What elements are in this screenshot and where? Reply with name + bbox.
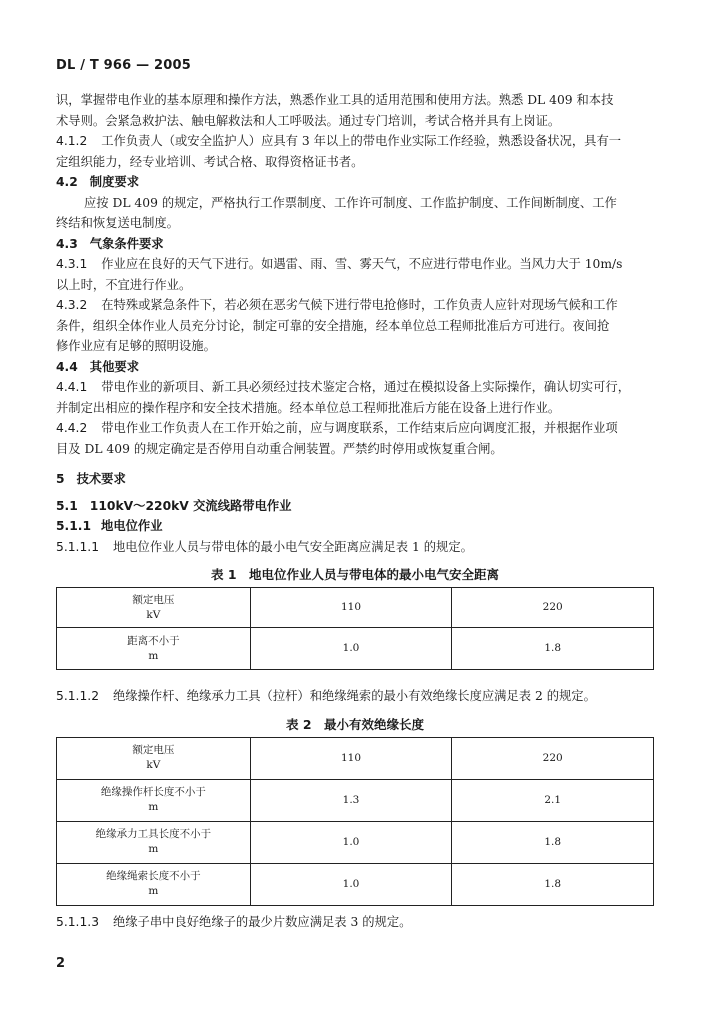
table-cell: 1.3 [250, 779, 452, 821]
table-row-label [57, 863, 251, 905]
table-header-label [57, 588, 251, 628]
page-number: 2 [56, 956, 66, 971]
clause-text: 绝缘子串中良好绝缘子的最少片数应满足表 3 的规定。 [112, 914, 412, 929]
table-cell: 1.8 [452, 821, 654, 863]
section-heading-5-1 [56, 496, 654, 517]
clause-5-1-1-1 [56, 537, 654, 558]
clause-number: 4.3.2 [56, 298, 88, 312]
clause-text: 作业应在良好的天气下进行。如遇雷、雨、雪、雾天气，不应进行带电作业。当风力大于 10m/s [101, 257, 623, 271]
table-cell: 110 [250, 588, 452, 628]
clause-5-1-1-3 [56, 912, 654, 933]
paragraph-line: 终结和恢复送电制度。 [56, 216, 179, 230]
table-row [57, 588, 654, 628]
clause-number: 4.3.1 [56, 257, 88, 271]
spacer [56, 670, 654, 680]
table-row [57, 821, 654, 863]
label-unit: kV [146, 608, 161, 621]
paragraph-line: 目及 DL 409 的规定确定是否停用自动重合闸装置。严禁约时停用或恢复重合闸。 [56, 441, 503, 456]
clause-4-3-2 [56, 295, 654, 316]
paragraph-line: 条件，组织全体作业人员充分讨论，制定可靠的安全措施，经本单位总工程师批准后方可进行。夜间抢 [56, 318, 610, 333]
paragraph-line: 识，掌握带电作业的基本原理和操作方法，熟悉作业工具的适用范围和使用方法。熟悉 DL 409 和本技 [56, 93, 614, 107]
label-unit: m [148, 843, 159, 855]
table-row-label [57, 628, 251, 670]
clause-text: 带电作业的新项目、新工具必须经过技术鉴定合格，通过在模拟设备上实际操作，确认切实可行， [101, 380, 630, 394]
section-heading-4-3 [56, 234, 654, 255]
table-row [57, 628, 654, 670]
paragraph-line: 并制定出相应的操作程序和安全技术措施。经本单位总工程师批准后方能在设备上进行作业。 [56, 400, 561, 415]
table-cell: 1.0 [250, 821, 452, 863]
table-cell: 1.8 [452, 628, 654, 670]
spacer [56, 459, 654, 469]
section-number: 5.1 [56, 498, 78, 513]
paragraph-line: 修作业应有足够的照明设施。 [56, 339, 216, 353]
clause-4-3-1 [56, 254, 654, 275]
section-heading-5-1-1 [56, 516, 654, 537]
table-cell: 2.1 [452, 779, 654, 821]
table-cell: 1.0 [250, 863, 452, 905]
table-cell: 220 [452, 737, 654, 779]
clause-number: 5.1.1.2 [56, 689, 100, 703]
section-title: 其他要求 [89, 359, 139, 374]
clause-4-4-1 [56, 377, 654, 398]
table-cell: 1.0 [250, 628, 452, 670]
label-unit: m [148, 801, 159, 813]
section-number: 5.1.1 [56, 519, 92, 533]
paragraph-line: 定组织能力，经专业培训、考试合格、取得资格证书者。 [56, 154, 364, 169]
label-unit: m [148, 885, 159, 897]
section-heading-5 [56, 469, 654, 490]
table-cell: 220 [452, 588, 654, 628]
table-cell: 1.8 [452, 863, 654, 905]
clause-4-4-2 [56, 418, 654, 439]
clause-number: 5.1.1.1 [56, 539, 100, 554]
clause-number: 4.1.2 [56, 134, 88, 148]
label-text: 额定电压 [132, 744, 175, 756]
section-heading-4-4 [56, 357, 654, 378]
paragraph-line: 以上时，不宜进行作业。 [56, 277, 192, 292]
clause-text: 工作负责人（或安全监护人）应具有 3 年以上的带电作业实际工作经验，熟悉设备状况，具有一 [101, 134, 622, 148]
table-2 [56, 737, 654, 906]
clause-5-1-1-2 [56, 686, 654, 707]
label-text: 绝缘承力工具长度不小于 [95, 828, 212, 840]
section-title: 地电位作业 [101, 519, 163, 533]
label-unit: m [148, 649, 159, 662]
table-1 [56, 587, 654, 670]
section-number: 5 [56, 472, 65, 486]
table-row [57, 779, 654, 821]
clause-text: 带电作业工作负责人在工作开始之前，应与调度联系，工作结束后应向调度汇报，并根据作业项 [101, 421, 618, 435]
section-number: 4.2 [56, 175, 78, 189]
section-title: 110kV～220kV 交流线路带电作业 [89, 498, 292, 513]
label-text: 额定电压 [132, 593, 175, 606]
table-row [57, 863, 654, 905]
table-cell: 110 [250, 737, 452, 779]
paragraph-line: 术导则。会紧急救护法、触电解救法和人工呼吸法。通过专门培训，考试合格并具有上岗证。 [56, 113, 561, 128]
body-text [56, 90, 654, 932]
label-text: 距离不小于 [127, 634, 180, 647]
paragraph-line: 应按 DL 409 的规定，严格执行工作票制度、工作许可制度、工作监护制度、工作间断制度、工作 [84, 195, 617, 210]
section-number: 4.4 [56, 359, 78, 374]
section-number: 4.3 [56, 236, 78, 251]
clause-number: 4.4.1 [56, 380, 88, 394]
clause-text: 绝缘操作杆、绝缘承力工具（拉杆）和绝缘绳索的最小有效绝缘长度应满足表 2 的规定。 [112, 689, 596, 703]
section-title: 气象条件要求 [89, 236, 164, 251]
table-2-caption: 表 2 最小有效绝缘长度 [285, 716, 425, 732]
table-header-label [57, 737, 251, 779]
label-text: 绝缘绳索长度不小于 [106, 870, 201, 882]
table-row-label [57, 779, 251, 821]
table-row [57, 737, 654, 779]
clause-text: 地电位作业人员与带电体的最小电气安全距离应满足表 1 的规定。 [112, 539, 473, 554]
clause-4-1-2 [56, 131, 654, 152]
section-heading-4-2 [56, 172, 654, 193]
table-1-caption: 表 1 地电位作业人员与带电体的最小电气安全距离 [210, 567, 500, 582]
section-title: 技术要求 [76, 472, 126, 486]
clause-number: 4.4.2 [56, 421, 88, 435]
clause-number: 5.1.1.3 [56, 914, 100, 929]
section-title: 制度要求 [89, 175, 139, 189]
label-text: 绝缘操作杆长度不小于 [100, 786, 206, 798]
document-header: DL / T 966 — 2005 [56, 58, 192, 73]
table-row-label [57, 821, 251, 863]
clause-text: 在特殊或紧急条件下，若必须在恶劣气候下进行带电抢修时，工作负责人应针对现场气候和工作 [101, 298, 618, 312]
label-unit: kV [146, 759, 161, 771]
